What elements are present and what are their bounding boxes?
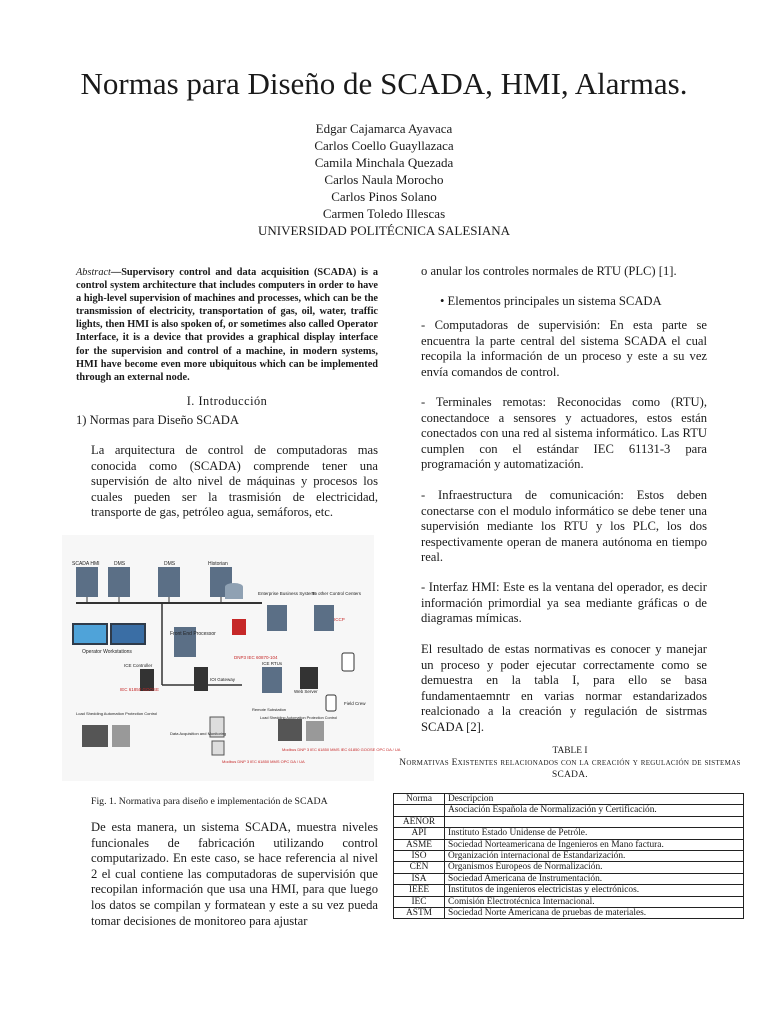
label-scada-hmi: SCADA HMI	[72, 561, 100, 567]
norms-table	[393, 793, 744, 919]
table-row	[394, 851, 744, 862]
label-data-acq: Data Acquisition and Monitoring	[170, 731, 227, 736]
table-row	[394, 805, 744, 816]
label-web-server: Web Server	[294, 689, 318, 694]
table-row	[394, 908, 744, 919]
label-field-crew: Field Crew	[344, 701, 366, 706]
label-dms: DMS	[114, 561, 126, 567]
table-header: Descripcion	[445, 794, 744, 805]
paragraph: La arquitectura de control de computadoras mas conocida como (SCADA) comprende tener una supervisión de alto nivel de máquinas y procesos los cuales pueden ser la trasmisión de electricidad, transporte de gas, petróleo agua, semáforos, etc.	[91, 443, 378, 520]
label-ied-gateway: IOI Gateway	[210, 677, 236, 682]
paragraph: - Terminales remotas: Reconocidas como (RTU), conectandoce a sensores y actuadores, estos están conectados con una red al sistema informático. Las RTU cumplen con el estándar IEC 61131-3 para programación y automatización.	[421, 395, 707, 472]
label-remote-load: Load Shedding Automation Protection Control	[260, 716, 338, 720]
label-iec61850: IEC 61850 GOOSE	[120, 687, 160, 692]
author-name: Carlos Coello Guayllazaca	[314, 138, 454, 153]
figure-caption: Fig. 1. Normativa para diseño e implementación de SCADA	[91, 796, 328, 807]
table-cell: Comisión Electrotécnica Internacional.	[445, 896, 744, 907]
table-label: TABLE I	[552, 746, 588, 756]
table-cell	[394, 805, 445, 816]
abstract	[76, 266, 378, 384]
table-row	[394, 873, 744, 884]
table-cell: AENOR	[394, 816, 445, 827]
table-cell: ISA	[394, 873, 445, 884]
author-name: Carlos Naula Morocho	[324, 172, 444, 187]
paragraph: El resultado de estas normativas es conocer y manejar un proceso y poder ejecutar correctamente como se demuestra en la tabla I, para ello se basa fundamentaemntr en varias normar estandarizados realcionado a la creación y regulación de sistrmas SCADA [2].	[421, 642, 707, 734]
table-cell: Institutos de ingenieros electricistas y electrónicos.	[445, 885, 744, 896]
table-cell: CEN	[394, 862, 445, 873]
table-row	[394, 839, 744, 850]
table-cell: IEEE	[394, 885, 445, 896]
paragraph: - Interfaz HMI: Este es la ventana del operador, es decir información primordial ya sea mediante gráficas o de diagramas mímicas.	[421, 580, 707, 626]
author-name: Carmen Toledo Illescas	[322, 206, 446, 221]
author-list	[0, 120, 768, 239]
table-cell: Sociedad Norteamericana de Ingenieros en Mano factura.	[445, 839, 744, 850]
table-cell: Organización internacional de Estandarización.	[445, 851, 744, 862]
label-modbus: Modbus DNP 3 IEC 61850 MMS IEC 61850 GOOSE OPC DA / UA	[282, 747, 401, 752]
table-header: Norma	[394, 794, 445, 805]
table-cell: Sociedad Norte Americana de pruebas de materiales.	[445, 908, 744, 919]
label-front-end: Front End Processor	[170, 631, 216, 637]
paragraph: - Computadoras de supervisión: En esta parte se encuentra la parte central del sistema SCADA el cual recopila la información de un proceso y este a su vez envía comandos de control.	[421, 318, 707, 379]
label-ice-rtus: ICE RTUs	[262, 661, 283, 666]
firewall-icon	[232, 619, 246, 635]
table-title: Normativas Existentes relacionados con la creación y regulación de sistemas SCADA.	[399, 758, 741, 780]
label-iccp: ICCP	[334, 617, 345, 622]
section-heading: I. Introducción	[186, 394, 268, 408]
table-cell	[445, 816, 744, 827]
author-name: Camila Minchala Quezada	[314, 155, 454, 170]
table-cell: IEC	[394, 896, 445, 907]
table-row	[394, 885, 744, 896]
table-row	[394, 828, 744, 839]
label-dnp3: DNP3 IEC 60870-104	[234, 655, 278, 660]
bullet-item: • Elementos principales un sistema SCADA	[440, 294, 662, 308]
table-cell: Instituto Estado Unidense de Petróle.	[445, 828, 744, 839]
paragraph: - Infraestructura de comunicación: Estos deben conectarse con el modulo informático se debe tener una supervisión mediante los RTU y los PLC, los dos respectivamente operan de manera autónoma en tiempo real.	[421, 488, 707, 565]
abstract-lead: Abstract	[76, 267, 111, 278]
table-cell: Sociedad Americana de Instrumentación.	[445, 873, 744, 884]
subsection-heading: 1) Normas para Diseño SCADA	[76, 413, 239, 427]
table-cell: ASTM	[394, 908, 445, 919]
label-load-shedding: Load Shedding Automation Protection Control	[76, 711, 158, 716]
author-name: Edgar Cajamarca Ayavaca	[315, 121, 453, 136]
label-ice-controller: ICE Controller	[124, 663, 153, 668]
paper-title: Normas para Diseño de SCADA, HMI, Alarmas.	[80, 66, 688, 101]
table-header-row	[394, 794, 744, 805]
label-control-centers: To other Control Centers	[312, 591, 362, 596]
table-cell: API	[394, 828, 445, 839]
author-name: Carlos Pinos Solano	[331, 189, 437, 204]
table-cell: Asociación Española de Normalización y Certificación.	[445, 805, 744, 816]
label-dms: DMS	[164, 561, 176, 567]
paragraph: o anular los controles normales de RTU (PLC) [1].	[421, 264, 677, 278]
table-cell: ISO	[394, 851, 445, 862]
label-operator: Operator Workstations	[82, 649, 132, 655]
label-remote-substation: Remote Substation	[252, 707, 287, 712]
paragraph: De esta manera, un sistema SCADA, muestra niveles funcionales de fabricación utilizando control computarizado. En este caso, se hace referencia al nivel 2 el cual contiene las computadoras de supervisión que recopilan información que usa una HMI, para que luego los datos se compilan y formatean y este a su vez pueda tomar decisiones de monitoreo para ajustar	[91, 820, 378, 928]
label-enterprise: Enterprise Business Systems	[258, 591, 317, 596]
table-cell: ASME	[394, 839, 445, 850]
table-row	[394, 862, 744, 873]
scada-architecture-figure	[62, 535, 401, 781]
label-historian: Historian	[208, 561, 228, 567]
table-caption	[395, 745, 745, 781]
table-cell: Organismos Europeos de Normalización.	[445, 862, 744, 873]
label-modbus: Modbus DNP 3 IEC 61850 MMS OPC DA / UA	[222, 759, 305, 764]
table-row	[394, 896, 744, 907]
affiliation: UNIVERSIDAD POLITÉCNICA SALESIANA	[257, 223, 511, 238]
abstract-text: —Supervisory control and data acquisition (SCADA) is a control system architecture that includes computers in order to have a high-level supervision of machines and processes, which can be the transmission of electricity, transportation of gas, oil, water, traffic lights, then HMI is also spoken of, or sometimes also called Operator Interface, it is a device that provides a graphical display interface for the supervision and control of a machine, in modern systems, HMI have become even more ubiquitous which can be implemented through an external node.	[76, 267, 378, 383]
table-row	[394, 816, 744, 827]
architecture-diagram	[62, 535, 401, 781]
